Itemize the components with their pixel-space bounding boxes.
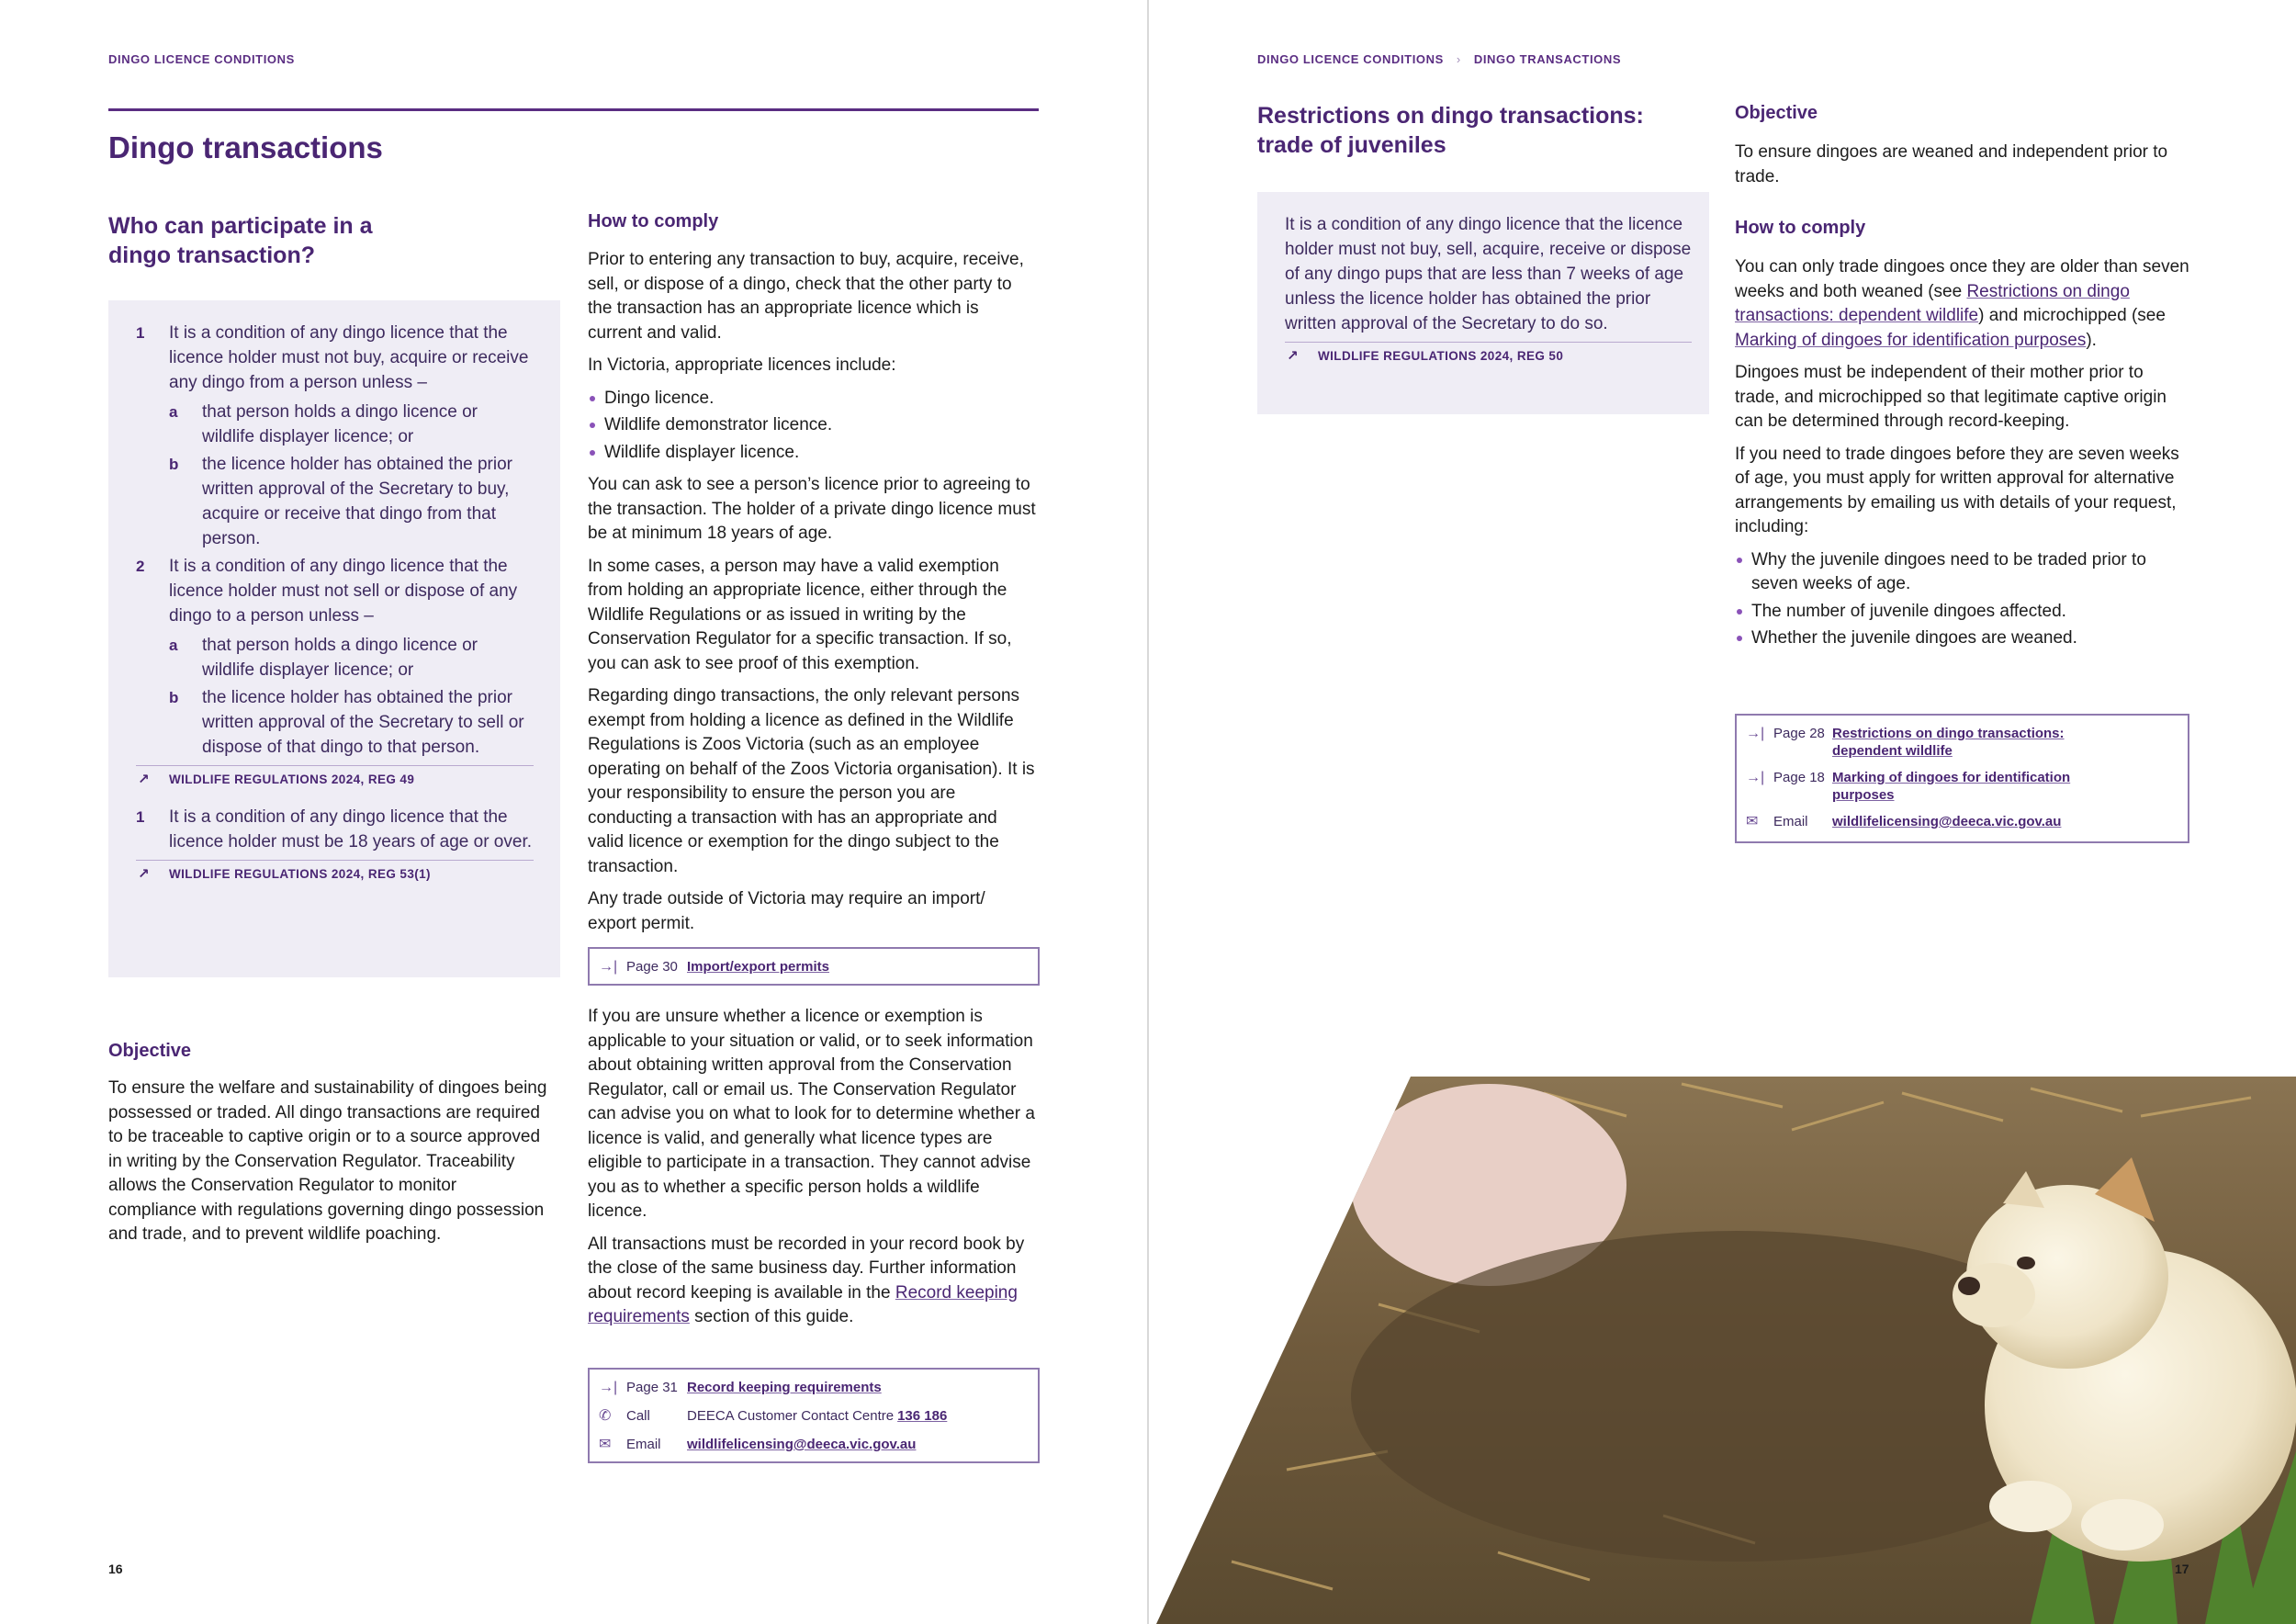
- import-export-permits-link[interactable]: Import/export permits: [687, 959, 830, 975]
- regulation-label: WILDLIFE REGULATIONS 2024, REG 50: [1318, 349, 1564, 363]
- condition-text: It is a condition of any dingo licence that the licence holder must not buy, acquire or receive any dingo from a person unless –: [169, 323, 529, 392]
- paragraph-text: ) and microchipped (see: [1978, 306, 2166, 325]
- paragraph-text: section of this guide.: [689, 1307, 854, 1326]
- list-item: The number of juvenile dingoes affected.: [1735, 600, 2189, 625]
- marking-dingoes-link[interactable]: Marking of dingoes for identification purposes: [1735, 330, 2087, 350]
- sub-letter: a: [169, 403, 178, 421]
- north-east-arrow-icon: ↗: [138, 772, 150, 787]
- title-rule: [108, 108, 1039, 111]
- arrow-to-line-icon: →|: [1746, 726, 1765, 741]
- arrow-to-line-icon: →|: [599, 959, 618, 975]
- ref-page: Page 18: [1773, 770, 1825, 785]
- paragraph: Regarding dingo transactions, the only relevant persons exempt from holding a licence as defined in the Wildlife Regulations is Zoos Victoria (such as an employee operating on behalf of the Zoos Victoria organisation). It is your responsibility to ensure the person you are conducting a transaction with has an appropriate and valid licence or exemption for the dingo subject to the transaction.: [588, 686, 1035, 876]
- condition-1b: [169, 452, 534, 551]
- record-keeping-link[interactable]: Record keeping requirements: [588, 1282, 1018, 1326]
- condition-age: [136, 805, 534, 854]
- unsure-section: [588, 1005, 1038, 1338]
- dingo-pup-photo: [1149, 0, 2296, 1624]
- page-number: 16: [108, 1562, 123, 1576]
- sub-letter: b: [169, 456, 179, 473]
- condition-1: [136, 321, 534, 551]
- condition-2: [136, 554, 534, 760]
- sub-text: that person holds a dingo licence or wildlife displayer licence; or: [202, 402, 478, 446]
- page-number: 17: [2175, 1562, 2189, 1576]
- list-item: Dingo licence.: [588, 387, 1038, 412]
- sub-text: the licence holder has obtained the prior written approval of the Secretary to sell or dispose of that dingo to that person.: [202, 688, 524, 757]
- breadcrumb-parent: DINGO LICENCE CONDITIONS: [1257, 52, 1444, 66]
- page-title: Dingo transactions: [108, 130, 383, 164]
- condition-1a: [169, 400, 534, 449]
- arrow-to-line-icon: →|: [599, 1380, 618, 1395]
- page-17: [1149, 0, 2296, 1624]
- ref-row[interactable]: [599, 1407, 1038, 1425]
- paragraph: In some cases, a person may have a valid exemption from holding an appropriate licence, either through the Wildlife Regulations or as issued in writing by the Conservation Regulator for a specific transaction. If so, you can ask to see proof of this exemption.: [588, 556, 1012, 673]
- how-to-comply-body: [588, 248, 1038, 944]
- running-header: DINGO LICENCE CONDITIONS: [108, 52, 295, 66]
- paragraph-text: All transactions must be recorded in your record book by the close of the same business day. Further information about record keeping is available in the: [588, 1234, 1025, 1303]
- juveniles-heading: Restrictions on dingo transactions: trade of juveniles: [1257, 103, 1644, 158]
- ref-page: Page 28: [1773, 726, 1825, 741]
- dependent-wildlife-link[interactable]: Restrictions on dingo transactions: dependent wildlife: [1735, 281, 2130, 325]
- email-link[interactable]: wildlifelicensing@deeca.vic.gov.au: [687, 1437, 917, 1452]
- contact-ref-box: [588, 1368, 1040, 1463]
- ref-row[interactable]: [599, 1436, 1038, 1453]
- envelope-icon: ✉: [1746, 814, 1759, 829]
- paragraph: In Victoria, appropriate licences include:: [588, 355, 896, 375]
- condition-number: 2: [136, 558, 145, 575]
- list-item: Wildlife demonstrator licence.: [588, 413, 1038, 438]
- ref-kind: Call: [626, 1408, 650, 1424]
- paragraph: Prior to entering any transaction to buy, acquire, receive, sell, or dispose of a dingo, check that the other party to the transaction has an appropriate licence which is current and valid.: [588, 250, 1024, 343]
- paragraph: If you are unsure whether a licence or exemption is applicable to your situation or valid, or to seek information about obtaining written approval from the Conservation Regulator, call or email us. The Conservation Regulator can advise you on what to look for to determine whether a licence is valid, and generally what licence types are eligible to participate in a transaction. They cannot advise you as to whether a specific person holds a wildlife licence.: [588, 1007, 1035, 1221]
- ref-page: Page 31: [626, 1380, 678, 1395]
- objective-text: To ensure the welfare and sustainability of dingoes being possessed or traded. All dingo transactions are required to be traceable to captive origin or to a source approved in writing by the Conservation Regulator. Traceability allows the Conservation Regulator to monitor compliance with regulations governing dingo possession and trade, and to prevent wildlife poaching.: [108, 1078, 547, 1244]
- list-item: Why the juvenile dingoes need to be traded prior to seven weeks of age.: [1735, 548, 2189, 597]
- paragraph: You can ask to see a person’s licence prior to agreeing to the transaction. The holder of a private dingo licence must be at minimum 18 years of age.: [588, 475, 1036, 543]
- regulation-reference: [136, 765, 534, 786]
- sub-text: the licence holder has obtained the prior written approval of the Secretary to buy, acquire or receive that dingo from that person.: [202, 455, 513, 548]
- record-keeping-link[interactable]: Record keeping requirements: [687, 1380, 882, 1395]
- paragraph-text: ).: [2086, 330, 2097, 350]
- objective-heading: Objective: [108, 1041, 192, 1061]
- condition-number: 1: [136, 324, 145, 342]
- condition-2a: [169, 633, 534, 682]
- condition-2b: [169, 685, 534, 760]
- paragraph: [588, 1233, 1038, 1330]
- ref-row[interactable]: [599, 958, 1038, 976]
- paragraph-text: You can only trade dingoes once they are older than seven weeks and both weaned (see: [1735, 257, 2189, 301]
- phone-number-link[interactable]: 136 186: [897, 1408, 948, 1424]
- marking-dingoes-link[interactable]: Marking of dingoes for identification purposes: [1832, 770, 2071, 803]
- regulation-label: WILDLIFE REGULATIONS 2024, REG 53(1): [169, 867, 431, 881]
- sub-letter: b: [169, 689, 179, 706]
- ref-kind: Email: [626, 1437, 661, 1452]
- sub-letter: a: [169, 637, 178, 654]
- list-item: Whether the juvenile dingoes are weaned.: [1735, 626, 2189, 651]
- chevron-right-icon: ›: [1456, 52, 1461, 66]
- how-to-comply-heading: How to comply: [1735, 218, 1866, 238]
- condition-number: 1: [136, 808, 145, 826]
- regulation-reference: [136, 860, 534, 881]
- licence-list: [588, 387, 1038, 466]
- how-to-comply-heading: How to comply: [588, 211, 719, 231]
- paragraph: Any trade outside of Victoria may require an import/ export permit.: [588, 889, 985, 933]
- email-link[interactable]: wildlifelicensing@deeca.vic.gov.au: [1832, 814, 2062, 829]
- dependent-wildlife-link[interactable]: Restrictions on dingo transactions: dependent wildlife: [1832, 726, 2065, 759]
- objective-heading: Objective: [1735, 103, 1818, 123]
- import-permit-ref-box: [588, 947, 1040, 986]
- ref-row[interactable]: [599, 1379, 1038, 1396]
- conditions-box: [108, 300, 560, 977]
- sub-text: that person holds a dingo licence or wildlife displayer licence; or: [202, 636, 478, 680]
- contact-centre-label: DEECA Customer Contact Centre: [687, 1408, 895, 1424]
- condition-text: It is a condition of any dingo licence that the licence holder must not buy, sell, acquire, receive or dispose of any dingo pups that are less than 7 weeks of age unless the licence holder has obtained the prior written approval of the Secretary to do so.: [1285, 215, 1692, 333]
- condition-text: It is a condition of any dingo licence that the licence holder must be 18 years of age or over.: [169, 807, 533, 851]
- north-east-arrow-icon: ↗: [1287, 348, 1299, 364]
- list-item: Wildlife displayer licence.: [588, 441, 1038, 466]
- phone-icon: ✆: [599, 1408, 612, 1424]
- ref-kind: Email: [1773, 814, 1808, 829]
- breadcrumb-current: DINGO TRANSACTIONS: [1473, 52, 1622, 66]
- arrow-to-line-icon: →|: [1746, 770, 1765, 785]
- envelope-icon: ✉: [599, 1437, 612, 1452]
- regulation-label: WILDLIFE REGULATIONS 2024, REG 49: [169, 773, 415, 786]
- north-east-arrow-icon: ↗: [138, 866, 150, 882]
- ref-page: Page 30: [626, 959, 678, 975]
- who-heading: Who can participate in a dingo transaction?: [108, 213, 373, 268]
- paragraph: If you need to trade dingoes before they are seven weeks of age, you must apply for written approval for alternative arrangements by emailing us with details of your request, including:: [1735, 444, 2179, 536]
- objective-text: To ensure dingoes are weaned and independent prior to trade.: [1735, 142, 2168, 186]
- condition-text: It is a condition of any dingo licence that the licence holder must not sell or dispose of any dingo to a person unless –: [169, 557, 518, 626]
- paragraph: Dingoes must be independent of their mother prior to trade, and microchipped so that legitimate captive origin can be determined through record-keeping.: [1735, 363, 2167, 431]
